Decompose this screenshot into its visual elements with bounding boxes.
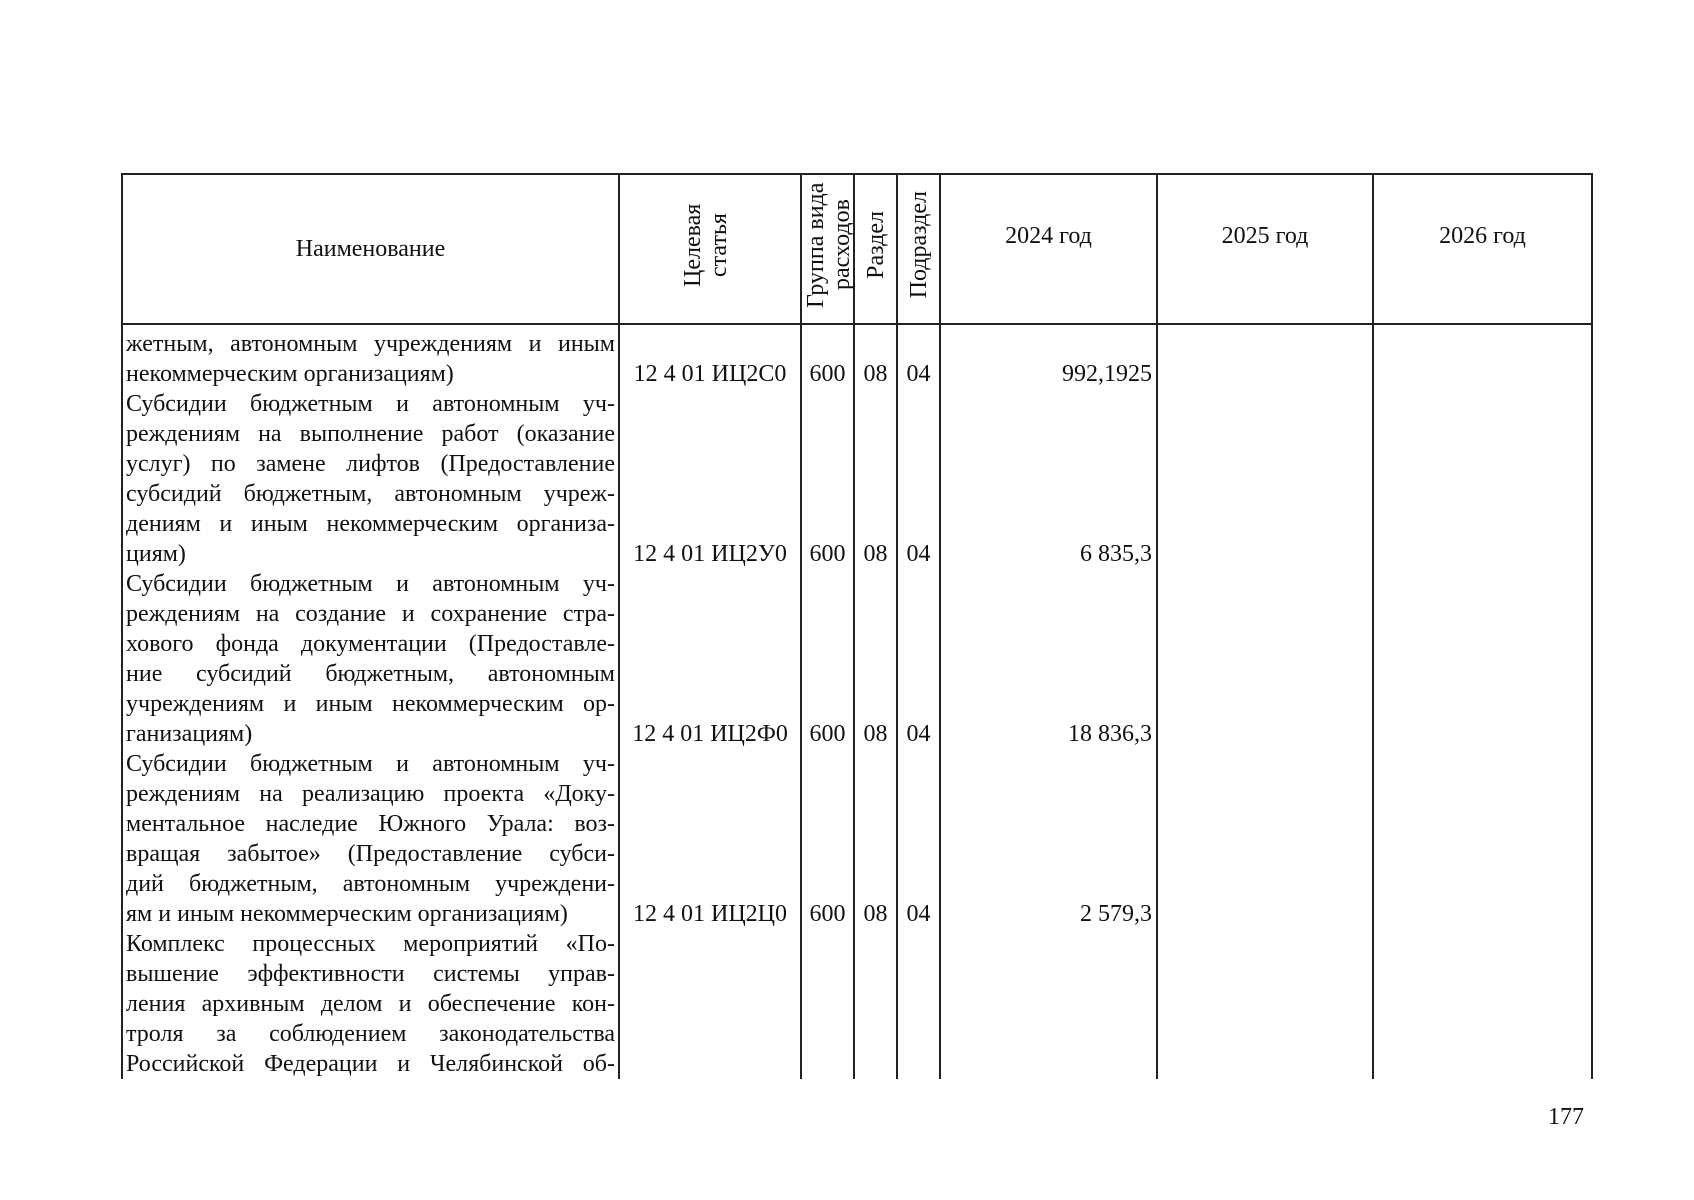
cell-2024: 2 579,3 (940, 749, 1157, 929)
cell-2026 (1373, 569, 1592, 749)
header-year-2024: 2024 год (940, 174, 1157, 324)
header-subsection: Подраздел (897, 174, 940, 324)
cell-section: 08 (854, 324, 897, 389)
cell-subsection: 04 (897, 324, 940, 389)
cell-target (619, 929, 801, 1079)
name-line: Субсидии бюджетным и автономным уч- (126, 571, 615, 597)
name-line: субсидий бюджетным, автономным учреж- (126, 481, 615, 507)
cell-2026 (1373, 389, 1592, 569)
name-line: троля за соблюдением законодательства (126, 1021, 615, 1047)
header-year-2025: 2025 год (1157, 174, 1373, 324)
name-line: учреждениям и иным некоммерческим ор- (126, 691, 615, 717)
cell-target: 12 4 01 ИЦ2Ф0 (619, 569, 801, 749)
cell-2025 (1157, 749, 1373, 929)
table-row (122, 749, 1592, 929)
header-section: Раздел (854, 174, 897, 324)
name-line: некоммерческим организациям) (126, 361, 454, 387)
cell-2025 (1157, 929, 1373, 1079)
cell-2025 (1157, 389, 1373, 569)
cell-subsection (897, 929, 940, 1079)
cell-2026 (1373, 749, 1592, 929)
cell-subsection: 04 (897, 389, 940, 569)
name-line: Российской Федерации и Челябинской об- (126, 1051, 615, 1077)
name-line: дий бюджетным, автономным учреждени- (126, 871, 615, 897)
cell-group: 600 (801, 324, 854, 389)
table-row (122, 569, 1592, 749)
cell-group: 600 (801, 389, 854, 569)
name-line: Субсидии бюджетным и автономным уч- (126, 391, 615, 417)
cell-name (122, 569, 619, 749)
cell-group: 600 (801, 569, 854, 749)
header-year-2026: 2026 год (1373, 174, 1592, 324)
cell-2025 (1157, 324, 1373, 389)
name-line: дениям и иным некоммерческим организа- (126, 511, 615, 537)
name-line: ганизациям) (126, 721, 253, 747)
header-group: Группа вида расходов (801, 174, 854, 324)
cell-section: 08 (854, 389, 897, 569)
cell-section: 08 (854, 569, 897, 749)
name-line: Комплекс процессных мероприятий «По- (126, 931, 615, 957)
name-line: реждениям на выполнение работ (оказание (126, 421, 615, 447)
name-line: вышение эффективности системы управ- (126, 961, 615, 987)
cell-2026 (1373, 324, 1592, 389)
name-line: вращая забытое» (Предоставление субси- (126, 841, 615, 867)
name-line: ментальное наследие Южного Урала: воз- (126, 811, 615, 837)
cell-2024: 6 835,3 (940, 389, 1157, 569)
header-target: Целевая статья (619, 174, 801, 324)
table-row (122, 389, 1592, 569)
cell-target: 12 4 01 ИЦ2У0 (619, 389, 801, 569)
cell-subsection: 04 (897, 749, 940, 929)
cell-2024 (940, 929, 1157, 1079)
name-line: ние субсидий бюджетным, автономным (126, 661, 615, 687)
cell-name (122, 929, 619, 1079)
name-line: хового фонда документации (Предоставле- (126, 631, 615, 657)
name-line: ления архивным делом и обеспечение кон- (126, 991, 615, 1017)
table-body (122, 324, 1592, 1079)
cell-target: 12 4 01 ИЦ2Ц0 (619, 749, 801, 929)
cell-section: 08 (854, 749, 897, 929)
name-line: ям и иным некоммерческим организациям) (126, 901, 568, 927)
cell-group: 600 (801, 749, 854, 929)
page-number: 177 (1548, 1104, 1584, 1130)
table-row (122, 324, 1592, 389)
name-line: жетным, автономным учреждениям и иным (126, 331, 615, 357)
cell-name (122, 749, 619, 929)
cell-2024: 18 836,3 (940, 569, 1157, 749)
cell-group (801, 929, 854, 1079)
name-line: Субсидии бюджетным и автономным уч- (126, 751, 615, 777)
cell-2025 (1157, 569, 1373, 749)
cell-target: 12 4 01 ИЦ2С0 (619, 324, 801, 389)
cell-section (854, 929, 897, 1079)
cell-name (122, 389, 619, 569)
budget-table (121, 173, 1593, 1079)
cell-name (122, 324, 619, 389)
header-name: Наименование (122, 174, 619, 324)
cell-subsection: 04 (897, 569, 940, 749)
table-header (122, 174, 1592, 324)
cell-2024: 992,1925 (940, 324, 1157, 389)
cell-2026 (1373, 929, 1592, 1079)
name-line: циям) (126, 541, 186, 567)
name-line: услуг) по замене лифтов (Предоставление (126, 451, 615, 477)
table-row (122, 929, 1592, 1079)
name-line: реждениям на создание и сохранение стра- (126, 601, 615, 627)
name-line: реждениям на реализацию проекта «Доку- (126, 781, 615, 807)
